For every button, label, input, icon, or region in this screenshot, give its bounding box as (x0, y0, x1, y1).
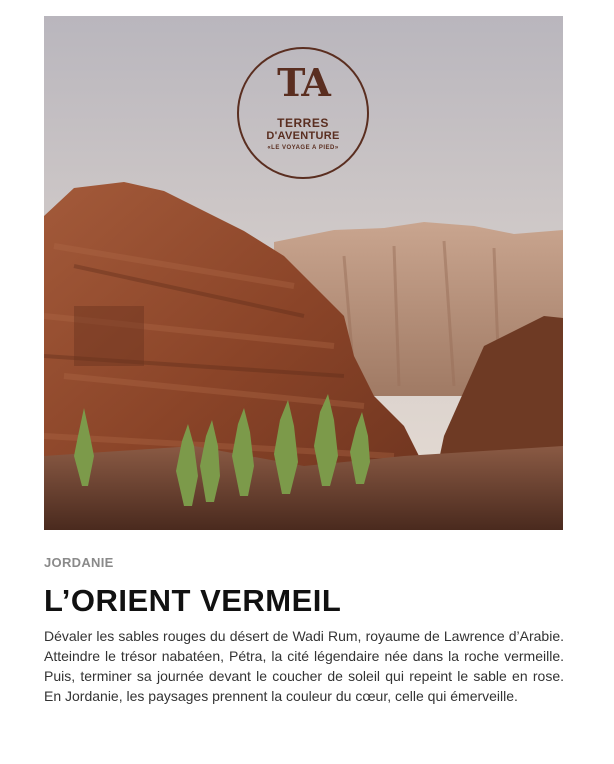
logo-brand-line1: TERRES (277, 116, 329, 130)
article-description: Dévaler les sables rouges du désert de Wadi Rum, royaume de Lawrence d’Arabie. Atteindre le trésor nabatéen, Pétra, la cité légendaire née dans la roche vermeille. Puis, terminer sa journée devant le coucher de soleil qui repeint le sable en rose. En Jordanie, les paysages prennent la couleur du cœur, celle qui émerveille. (44, 628, 564, 704)
brand-logo (237, 47, 369, 179)
logo-mark: TA (277, 60, 329, 105)
article-title: L’ORIENT VERMEIL (44, 583, 342, 618)
logo-brand-line2: D'AVENTURE (266, 130, 340, 142)
logo-tagline: «LE VOYAGE A PIED» (267, 145, 339, 151)
article-kicker: JORDANIE (44, 555, 114, 570)
hero-image (44, 16, 563, 530)
